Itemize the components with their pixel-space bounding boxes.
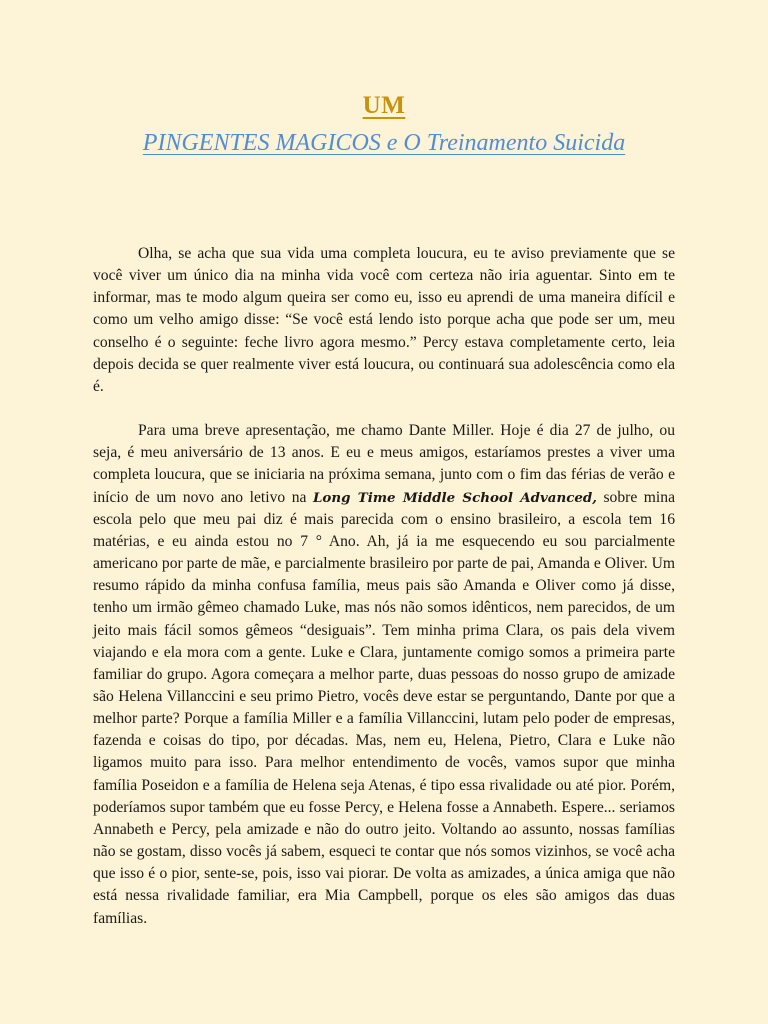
chapter-number xyxy=(0,92,768,120)
chapter-title-text: PINGENTES MAGICOS e O Treinamento Suicida xyxy=(142,130,626,156)
paragraph-2-intro: Para uma breve apresentação, me chamo Dante Miller. Hoje é dia 27 de julho, ou seja, é meu aniversário de 13 anos. E eu e meus amigos, estaríamos prestes a viver uma completa loucura, que se iniciaria na próxima semana, junto com o fim das férias de verão e início de um novo ano letivo na xyxy=(93,422,675,506)
paragraph-2-rest: sobre mina escola pelo que meu pai diz é mais parecida com o ensino brasileiro, a escola tem 16 matérias, e eu ainda estou no 7 ° Ano. Ah, já ia me esquecendo eu sou parcialmente americano por parte de mãe, e parcialmente brasileiro por parte de pai, Amanda e Oliver. Um resumo rápido da minha confusa família, meus pais são Amanda e Oliver como já disse, tenho um irmão gêmeo chamado Luke, mas nós não somos idênticos, nem parecidos, de um jeito mais fácil somos gêmeos “desiguais”. Tem minha prima Clara, os pais dela vivem viajando e ela mora com a gente. Luke e Clara, juntamente comigo somos a primeira parte familiar do grupo. Agora começara a melhor parte, duas pessoas do nosso grupo de amizade são Helena Villanccini e seu primo Pietro, vocês deve estar se perguntando, Dante por que a melhor parte? Porque a família Miller e a família Villanccini, lutam pelo poder de empresas, fazenda e coisas do tipo, por décadas. Mas, nem eu, Helena, Pietro, Clara e Luke não ligamos muito para isso. Para melhor entendimento de vocês, vamos supor que minha família Poseidon e a família de Helena seja Atenas, é tipo essa rivalidade ou até pior. Porém, poderíamos supor também que eu fosse Percy, e Helena fosse a Annabeth. Espere... seriamos Annabeth e Percy, pela amizade e não do outro jeito. Voltando ao assunto, nossas famílias não se gostam, disso vocês já sabem, esqueci te contar que nós somos vizinhos, se você acha que isso é o pior, sente-se, pois, isso vai piorar. De volta as amizades, a única amiga que não está nessa rivalidade familiar, era Mia Campbell, porque os eles são amigos das duas famílias. xyxy=(93,488,675,927)
paragraph-2 xyxy=(93,420,675,930)
chapter-title xyxy=(0,130,768,157)
body-text xyxy=(93,243,675,930)
paragraph-1: Olha, se acha que sua vida uma completa loucura, eu te aviso previamente que se você viver um único dia na minha vida você com certeza não iria aguentar. Sinto em te informar, mas te modo algum queira ser como eu, isso eu aprendi de uma maneira difícil e como um velho amigo disse: “Se você está lendo isto porque acha que pode ser um, meu conselho é o seguinte: feche livro agora mesmo.” Percy estava completamente certo, leia depois decida se quer realmente viver está loucura, ou continuará sua adolescência como ela é. xyxy=(93,245,675,395)
school-name: Long Time Middle School Advanced, xyxy=(313,489,597,506)
chapter-number-text: UM xyxy=(362,92,406,119)
